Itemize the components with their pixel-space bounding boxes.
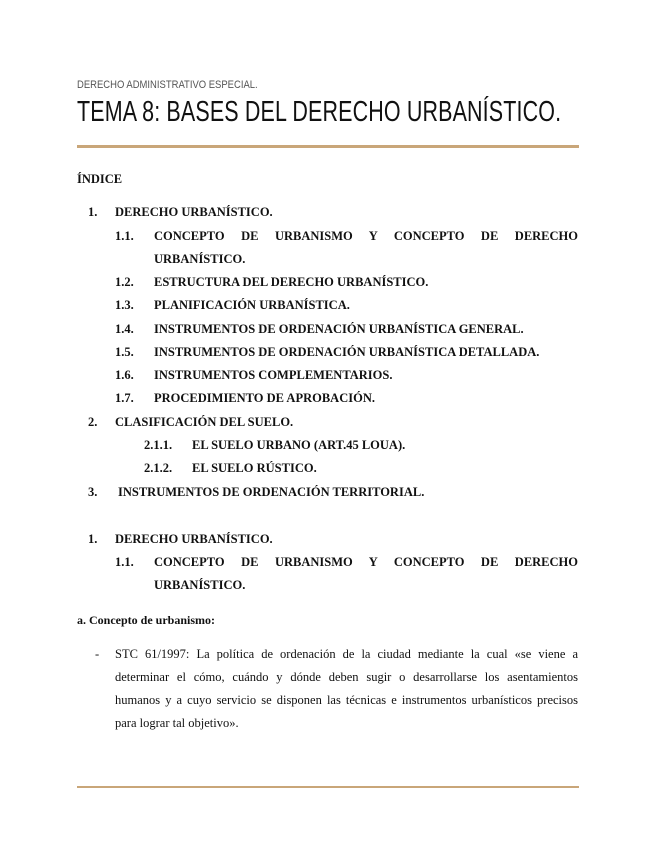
footer-divider	[77, 786, 579, 788]
header-divider	[77, 145, 579, 148]
document-subject: DERECHO ADMINISTRATIVO ESPECIAL.	[77, 79, 258, 91]
page-title: TEMA 8: BASES DEL DERECHO URBANÍSTICO.	[77, 96, 562, 128]
index-heading: ÍNDICE	[77, 172, 123, 186]
subheading: a. Concepto de urbanismo:	[77, 613, 216, 627]
